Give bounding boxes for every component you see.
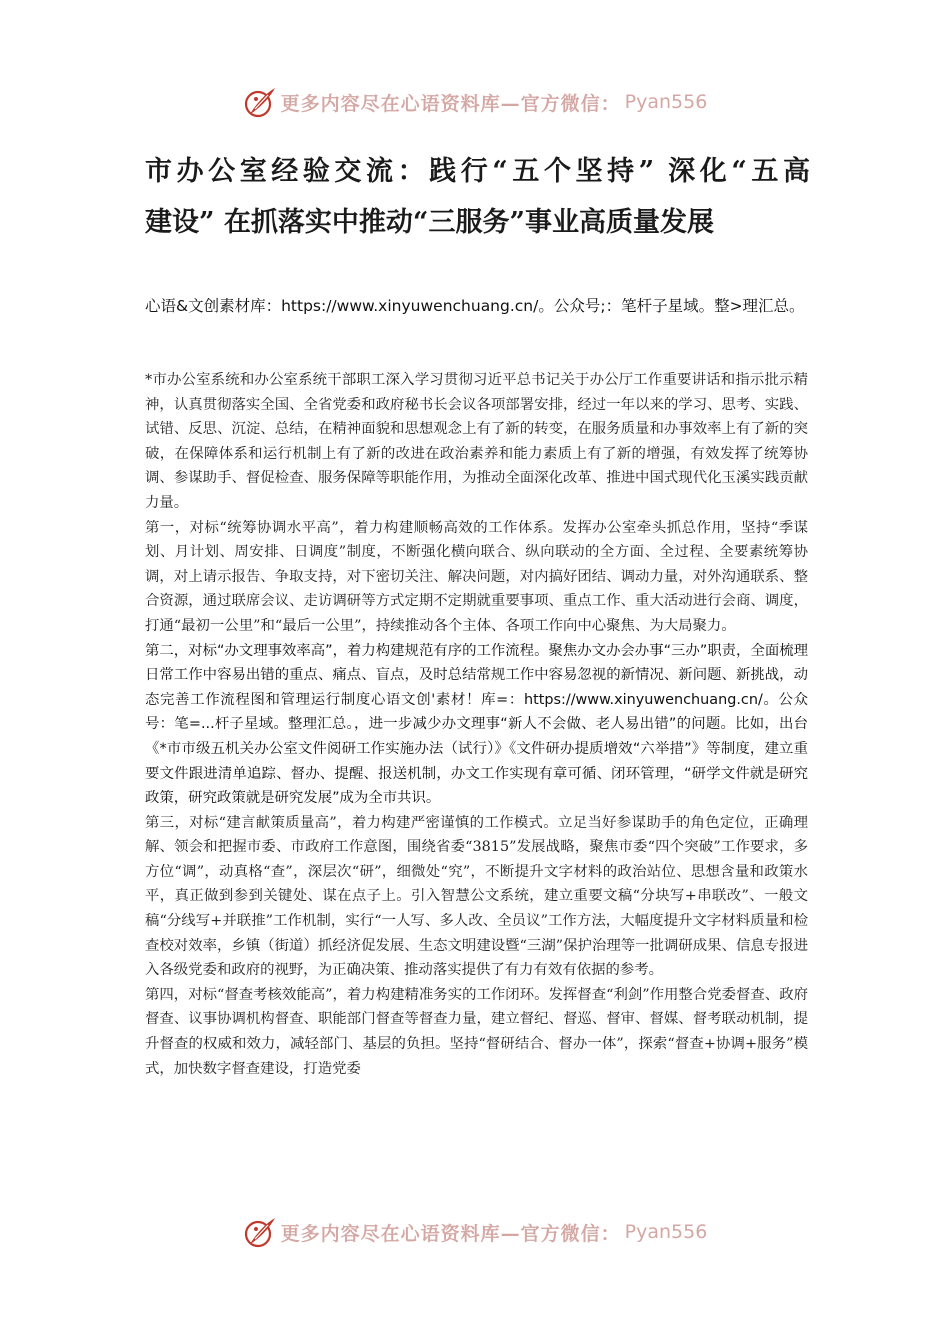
banner-text: 更多内容尽在心语资料库—官方微信： bbox=[280, 92, 621, 115]
article-body bbox=[145, 368, 808, 1081]
page-title bbox=[145, 146, 810, 248]
header-banner bbox=[0, 82, 950, 122]
banner-text: 更多内容尽在心语资料库—官方微信： bbox=[280, 1222, 621, 1245]
paragraph-third: 第三，对标“建言献策质量高”，着力构建严密谨慎的工作模式。立足当好参谋助手的角色定位，正确理解、领会和把握市委、市政府工作意图，围绕省委“3815”发展战略，聚焦市委“四个突破”工作要求，多方位“调”，动真格“查”，深层次“研”，细微处“究”，不断提升文字材料的政治站位、思想含量和政策水平，真正做到参到关键处、谋在点子上。引入智慧公文系统，建立重要文稿“分块写+串联改”、一般文稿“分线写+并联推”工作机制，实行“一人写、多人改、全员议”工作方法，大幅度提升文字材料质量和检查校对效率，乡镇（街道）抓经济促发展、生态文明建设暨“三湖”保护治理等一批调研成果、信息专报进入各级党委和政府的视野，为正确决策、推动落实提供了有力有效有依据的参考。 bbox=[145, 814, 808, 979]
paragraph-second: 第二，对标“办文理事效率高”，着力构建规范有序的工作流程。聚焦办文办会办事“三办”职责，全面梳理日常工作中容易出错的重点、痛点、盲点，及时总结常规工作中容易忽视的新情况、新问题、新挑战，动态完善工作流程图和管理运行制度心语文创'素材！库=：https://www.xinyuwenchuang.cn/。公众号：笔=...杆子星域。整理汇总。，进一步减少办文理事“新人不会做、老人易出错”的问题。比如，出台《*市市级五机关办公室文件阅研工作实施办法（试行）》《文件研办提质增效“六举措”》等制度，建立重要文件跟进清单追踪、督办、提醒、报送机制，办文工作实现有章可循、闭环管理，“研学文件就是研究政策，研究政策就是研究发展”成为全市共识。 bbox=[145, 642, 809, 807]
source-note: 心语&文创素材库：https://www.xinyuwenchuang.cn/。公众号;：笔杆子星域。整>理汇总。 bbox=[145, 297, 805, 315]
quill-logo-icon bbox=[243, 1215, 277, 1249]
quill-logo-icon bbox=[243, 85, 277, 119]
paragraph-first: 第一，对标“统筹协调水平高”，着力构建顺畅高效的工作体系。发挥办公室牵头抓总作用，坚持“季谋划、月计划、周安排、日调度”制度，不断强化横向联合、纵向联动的全方面、全过程、全要素统筹协调，对上请示报告、争取支持，对下密切关注、解决问题，对内搞好团结、调动力量，对外沟通联系、整合资源，通过联席会议、走访调研等方式定期不定期就重要事项、重点工作、重大活动进行会商、调度，打通“最初一公里”和“最后一公里”，持续推动各个主体、各项工作向中心聚焦、为大局聚力。 bbox=[145, 519, 808, 634]
banner-wechat-id: Pyan556 bbox=[624, 1221, 708, 1243]
banner-wechat-id: Pyan556 bbox=[624, 91, 708, 113]
paragraph-intro: *市办公室系统和办公室系统干部职工深入学习贯彻习近平总书记关于办公厅工作重要讲话和指示批示精神，认真贯彻落实全国、全省党委和政府秘书长会议各项部署安排，经过一年以来的学习、思考、实践、试错、反思、沉淀、总结，在精神面貌和思想观念上有了新的转变，在服务质量和办事效率上有了新的突破，在保障体系和运行机制上有了新的改进在政治素养和能力素质上有了新的增强，有效发挥了统筹协调、参谋助手、督促检查、服务保障等职能作用，为推动全面深化改革、推进中国式现代化玉溪实践贡献力量。 bbox=[145, 372, 808, 511]
title-line-2: 建设” 在抓落实中推动“三服务”事业高质量发展 bbox=[145, 207, 714, 238]
title-line-1: 市办公室经验交流：践行“五个坚持” 深化“五高 bbox=[145, 156, 810, 187]
footer-banner bbox=[0, 1212, 950, 1252]
paragraph-fourth: 第四，对标“督查考核效能高”，着力构建精准务实的工作闭环。发挥督查“利剑”作用整合党委督查、政府督查、议事协调机构督查、职能部门督查等督查力量，建立督纪、督巡、督审、督媒、督考联动机制，提升督查的权威和效力，减轻部门、基层的负担。坚持“督研结合、督办一体”，探索“督查+协调+服务”模式，加快数字督查建设，打造党委 bbox=[145, 986, 808, 1077]
